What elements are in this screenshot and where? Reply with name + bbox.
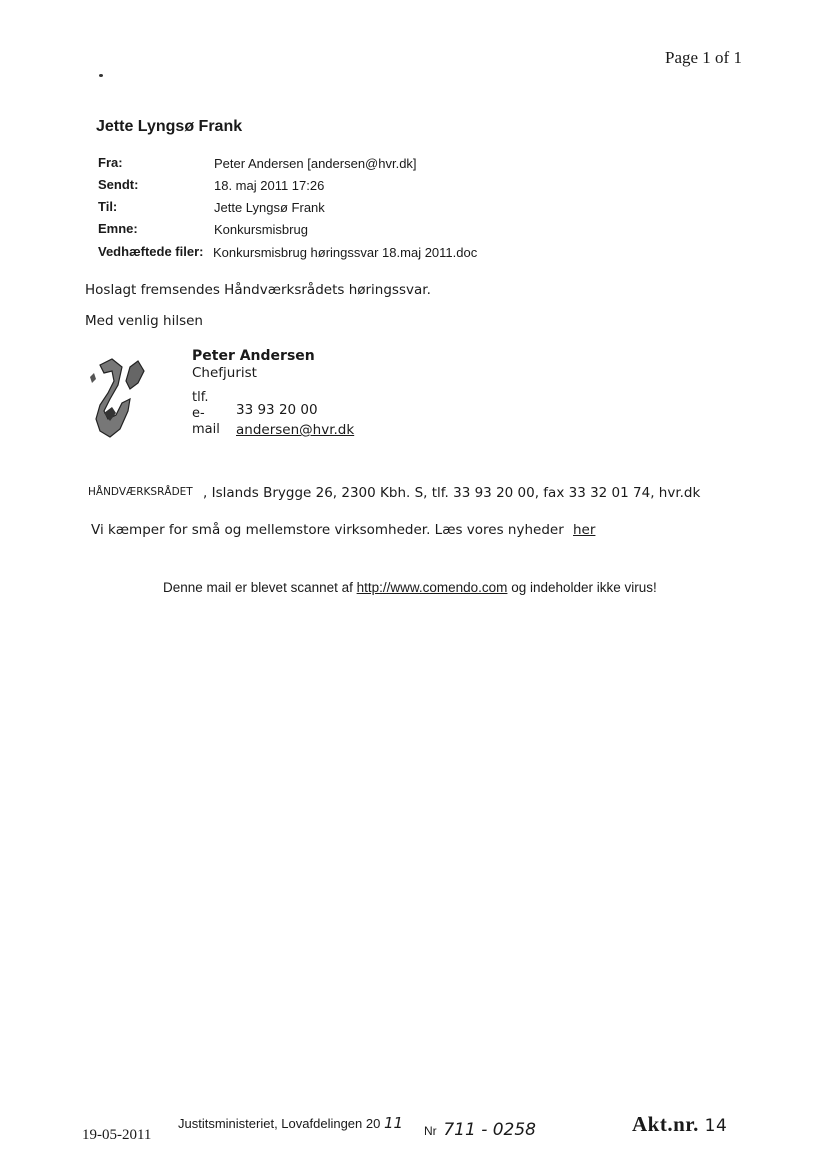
stamp-ministry: [178, 1114, 403, 1132]
header-value-sent: 18. maj 2011 17:26: [214, 178, 325, 193]
signature-phone-label: [192, 390, 232, 422]
header-value-to: Jette Lyngsø Frank: [214, 200, 325, 215]
signature-email-label: mail: [192, 422, 220, 437]
company-slogan: Vi kæmper for små og mellemstore virksomheder. Læs vores nyheder: [91, 522, 564, 538]
stamp-nr-value: 711 - 0258: [443, 1120, 536, 1140]
signature-email-link[interactable]: andersen@hvr.dk: [236, 422, 355, 438]
scan-text-after: og indeholder ikke virus!: [507, 580, 657, 595]
closing-line: Med venlig hilsen: [85, 313, 203, 329]
company-logo-icon: [82, 355, 152, 440]
phone-label: tlf.: [192, 390, 209, 405]
company-name: HÅNDVÆRKSRÅDET: [88, 486, 193, 498]
stamp-ministry-text: Justitsministeriet, Lovafdelingen 20: [178, 1116, 381, 1131]
header-label-attachments: Vedhæftede filer:: [98, 244, 204, 259]
header-value-from: Peter Andersen [andersen@hvr.dk]: [214, 156, 417, 171]
header-value-attachments: Konkursmisbrug høringssvar 18.maj 2011.doc: [213, 245, 478, 260]
stamp-nr-label: Nr: [424, 1124, 437, 1138]
signature-title: Chefjurist: [192, 365, 257, 381]
stamp-year: 11: [383, 1114, 404, 1132]
stamp-akt-label: Akt.nr.: [632, 1112, 699, 1136]
email-label-prefix: e-: [192, 406, 205, 421]
company-address: , Islands Brygge 26, 2300 Kbh. S, tlf. 33 93 20 00, fax 33 32 01 74, hvr.dk: [203, 485, 701, 501]
recipient-name: Jette Lyngsø Frank: [96, 118, 243, 135]
signature-phone: 33 93 20 00: [236, 402, 318, 418]
signature-name: Peter Andersen: [192, 348, 315, 364]
header-label-subject: Emne:: [98, 221, 138, 236]
body-text-line: Hoslagt fremsendes Håndværksrådets høringssvar.: [85, 282, 431, 298]
header-value-subject: Konkursmisbrug: [214, 222, 308, 237]
stamp-akt: [632, 1112, 727, 1137]
header-label-from: Fra:: [98, 155, 123, 170]
stamp-date: 19-05-2011: [82, 1127, 152, 1143]
virus-scan-notice: [163, 580, 657, 595]
scan-link[interactable]: http://www.comendo.com: [356, 580, 508, 595]
scan-speck: [99, 74, 103, 77]
news-link[interactable]: her: [573, 522, 596, 538]
stamp-number: [424, 1120, 536, 1140]
scan-text-before: Denne mail er blevet scannet af: [163, 580, 357, 595]
page-number: Page 1 of 1: [665, 48, 742, 67]
header-label-sent: Sendt:: [98, 177, 139, 192]
stamp-akt-value: 14: [704, 1116, 728, 1136]
header-label-to: Til:: [98, 199, 118, 214]
